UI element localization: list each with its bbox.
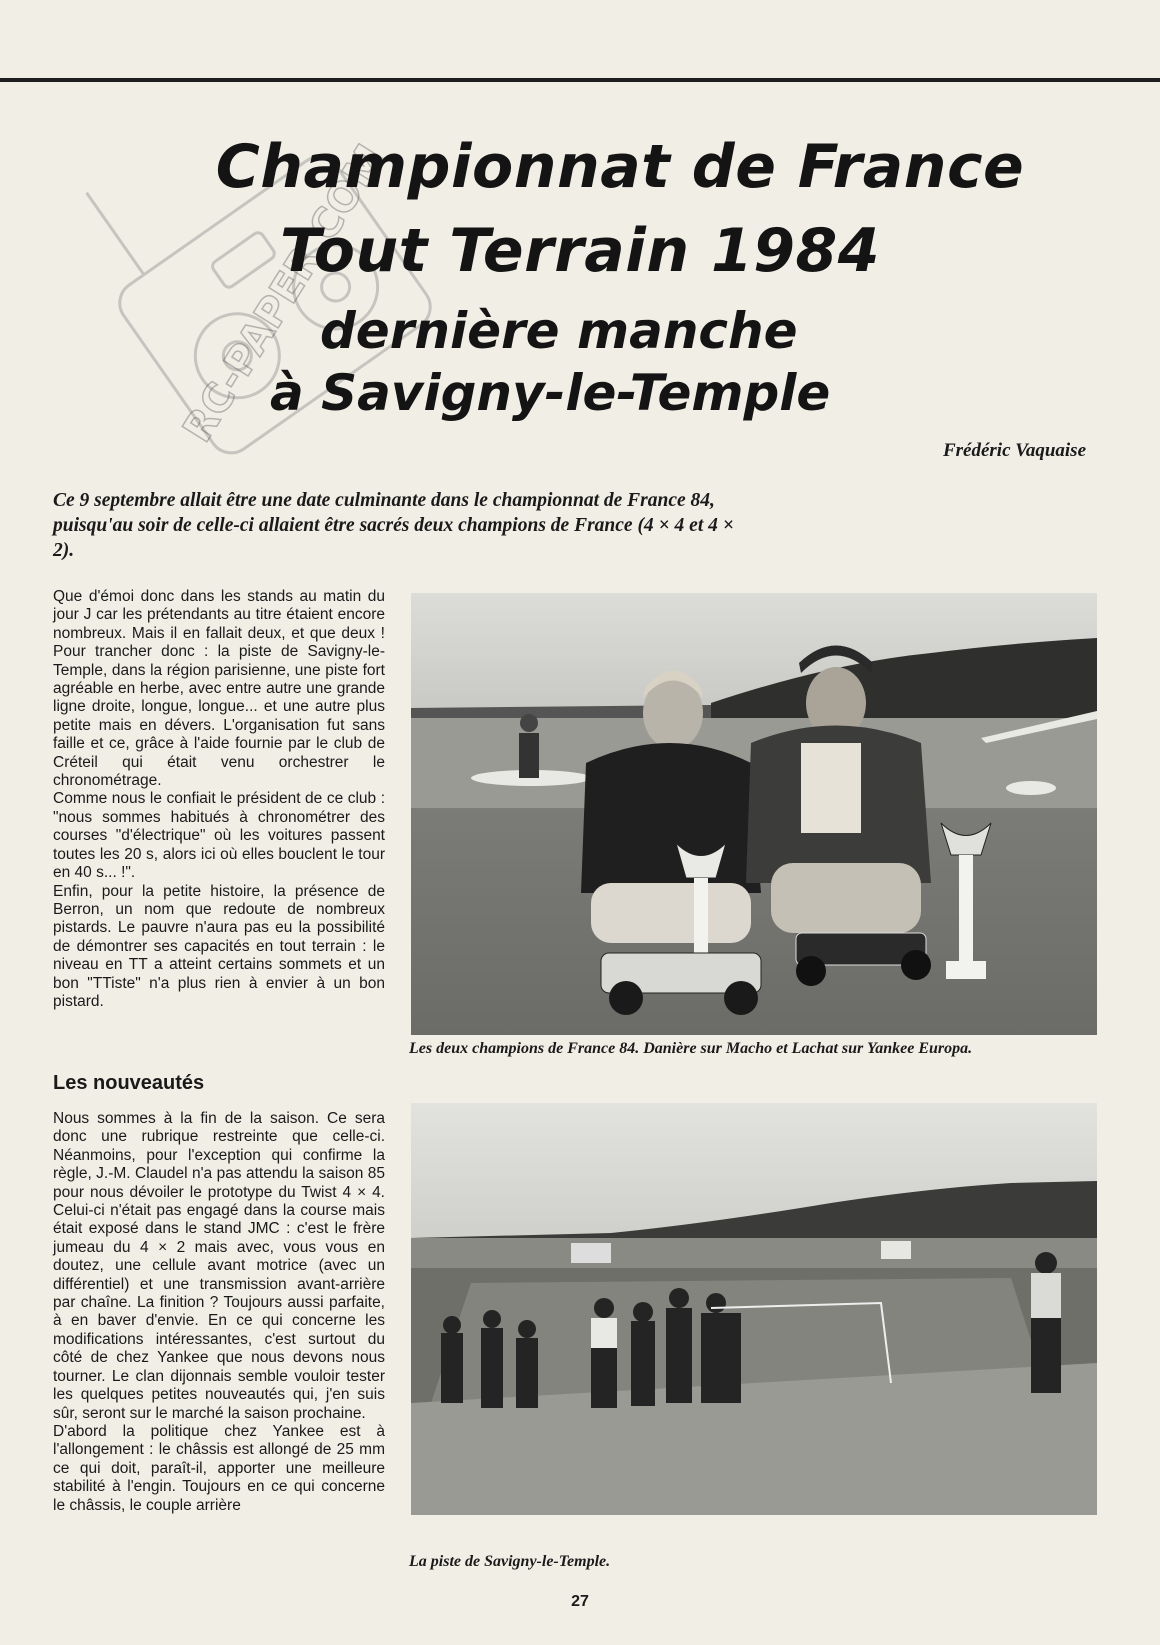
body-paragraph: Nous sommes à la fin de la saison. Ce sera donc une rubrique restreinte que celle-ci. Néanmoins, pour l'exception qui confirme la règle, J.-M. Claudel n'a pas attendu la saison 85 pour nous dévoiler le prototype du Twist 4 × 4. Celui-ci n'était pas engagé dans la course mais était exposé dans le stand JMC : c'est le frère jumeau du 4 × 2 mais avec, vous vous en doutez, une cellule avant motrice (avec un différentiel) et une transmission avant-arrière par chaîne. La finition ? Toujours aussi parfaite, à en baver d'envie. En ce qui concerne les modifications intéressantes, c'est surtout du côté de chez Yankee que nous devons nous tourner. Le clan dijonnais semble vouloir tester les quelques petites nouveautés qui, j'en suis sûr, seront sur le marché la saison prochaine. xyxy=(53,1110,385,1422)
subtitle-line-2: à Savigny-le-Temple xyxy=(270,364,831,422)
top-rule xyxy=(0,78,1160,82)
body-column-1 xyxy=(53,588,385,1011)
photo-champions xyxy=(411,593,1097,1035)
photo-caption: La piste de Savigny-le-Temple. xyxy=(409,1553,611,1570)
title-line-2: Tout Terrain 1984 xyxy=(280,216,880,286)
page-number: 27 xyxy=(571,1593,589,1610)
subtitle-line-1: dernière manche xyxy=(320,302,798,360)
section-heading: Les nouveautés xyxy=(53,1072,205,1094)
photo-caption: Les deux champions de France 84. Danière sur Macho et Lachat sur Yankee Europa. xyxy=(409,1040,973,1057)
body-column-2 xyxy=(53,1110,385,1515)
article-subtitle xyxy=(270,300,830,424)
photo-track xyxy=(411,1103,1097,1515)
author-byline: Frédéric Vaquaise xyxy=(942,440,1086,461)
article-title xyxy=(0,125,1160,293)
body-paragraph: Enfin, pour la petite histoire, la présence de Berron, un nom que redoute de nombreux pistards. Le pauvre n'aura pas eu la possibilité de démontrer ses capacités en tout terrain : le niveau en TT a atteint certains sommets et un bon "TTiste" n'a plus rien à envier à un bon pistard. xyxy=(53,882,385,1010)
intro-paragraph: Ce 9 septembre allait être une date culminante dans le championnat de France 84, puisqu'au soir de celle-ci allaient être sacrés deux champions de France (4 × 4 et 4 × 2). xyxy=(53,490,734,561)
body-paragraph: Que d'émoi donc dans les stands au matin du jour J car les prétendants au titre étaient encore nombreux. Mais il en fallait deux, et que deux ! Pour trancher donc : la piste de Savigny-le-Temple, dans la région parisienne, une piste fort agréable en herbe, avec entre autre une grande ligne droite, longue, longue... et une autre plus petite mais en dévers. L'organisation fut sans faille et ce, grâce à l'aide fournie par le club de Créteil qui était venu orchestrer le chronométrage. xyxy=(53,588,385,790)
body-paragraph: Comme nous le confiait le président de ce club : "nous sommes habitués à chronométrer des courses "d'électrique" où les voitures passent toutes les 20 s, alors ici où elles bouclent le tour en 40 s... !". xyxy=(53,790,385,882)
body-paragraph: D'abord la politique chez Yankee est à l'allongement : le châssis est allongé de 25 mm ce qui doit, paraît-il, apporter une meilleure stabilité à l'engin. Toujours en ce qui concerne le châssis, le couple arrière xyxy=(53,1422,385,1514)
title-line-1: Championnat de France xyxy=(215,132,1025,202)
watermark-text: RC-PAPER.COM xyxy=(174,136,395,451)
